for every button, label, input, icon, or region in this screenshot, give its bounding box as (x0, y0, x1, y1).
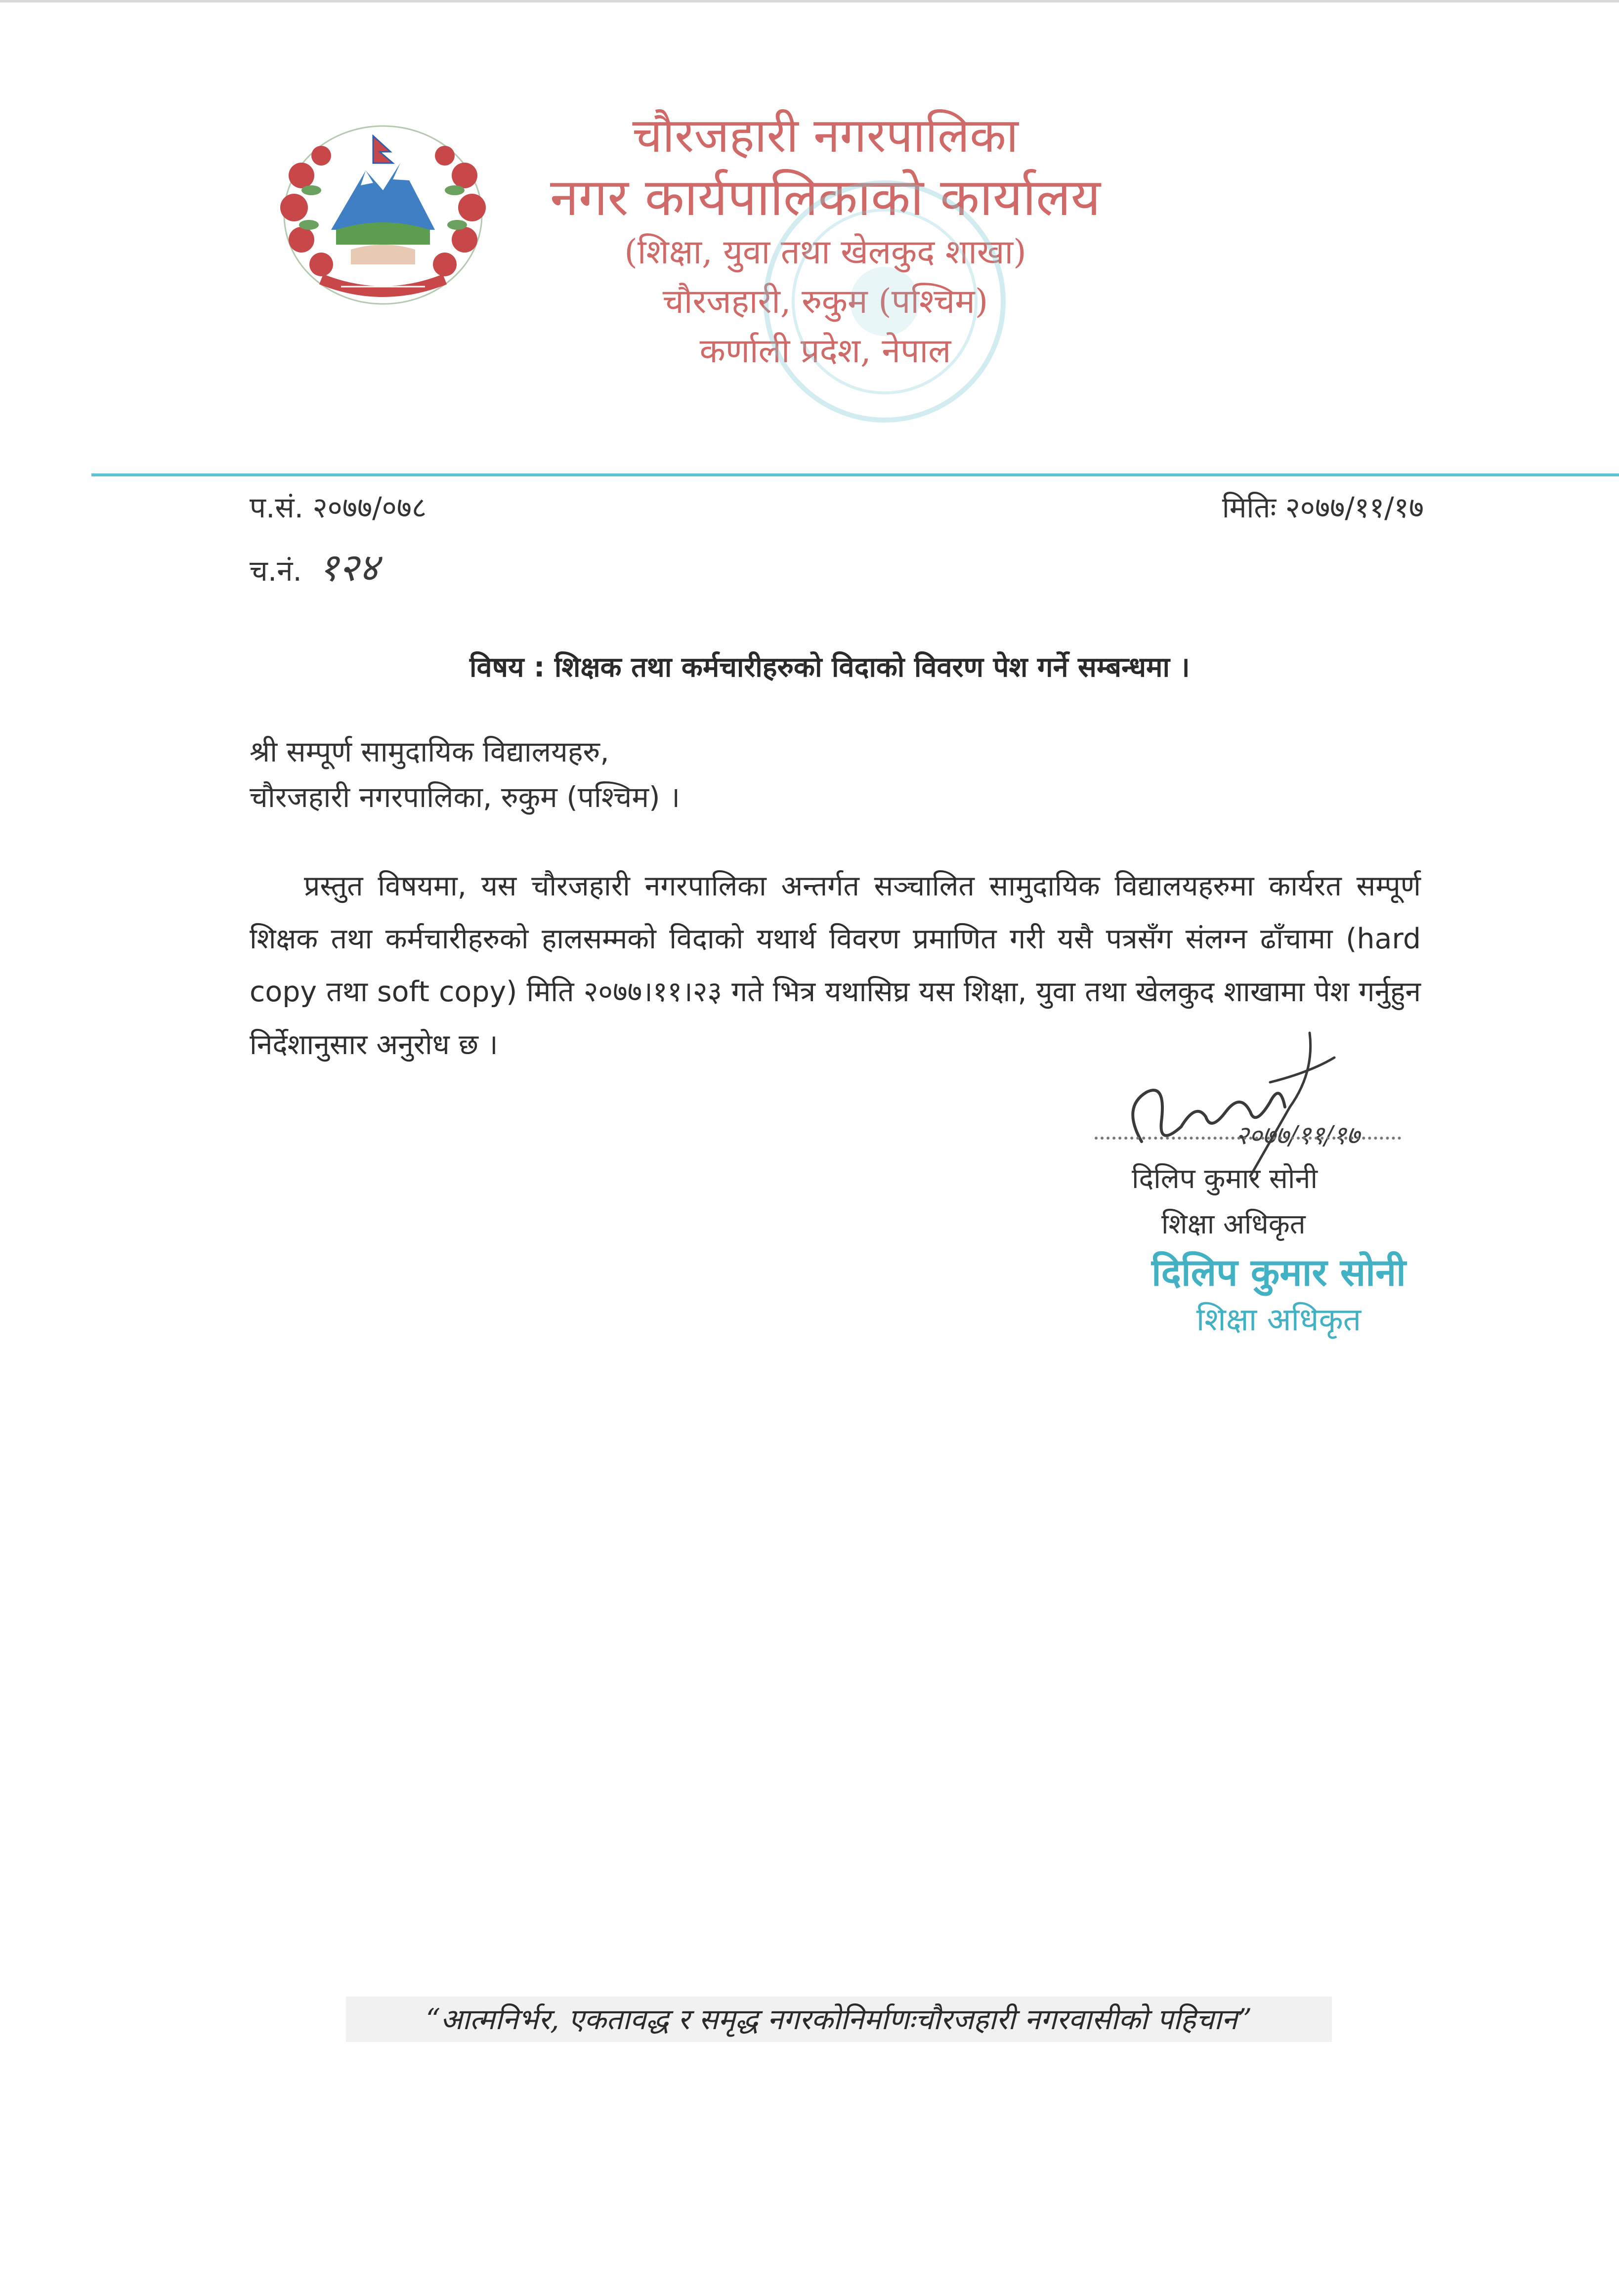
official-stamp (1151, 1248, 1406, 1343)
signature-line (1095, 1137, 1401, 1140)
municipality-name: चौरजहारी नगरपालिका (632, 108, 1019, 163)
nepal-emblem-icon (267, 116, 499, 324)
addressee-line-1: श्री सम्पूर्ण सामुदायिक विद्यालयहरु, (250, 735, 609, 768)
footer-motto: “आत्मनिर्भर, एकतावद्ध र समृद्ध नगरकोनिर्माणःचौरजहारी नगरवासीको पहिचान” (346, 1997, 1332, 2042)
letter-date: मितिः २०७७/११/१७ (1222, 491, 1424, 524)
stamp-name: दिलिप कुमार सोनी (1151, 1250, 1406, 1294)
dispatch-number: १२४ (318, 546, 379, 590)
letter-subject: विषय : शिक्षक तथा कर्मचारीहरुको विदाको विवरण पेश गर्ने सम्बन्धमा । (469, 651, 1190, 683)
signatory (1132, 1156, 1318, 1247)
signature-date: २०७७/११/१७ (1236, 1121, 1360, 1150)
signatory-title: शिक्षा अधिकृत (1161, 1208, 1306, 1240)
section-name: (शिक्षा, युवा तथा खेलकुद शाखा) (624, 233, 1026, 272)
addressee-line-2: चौरजहारी नगरपालिका, रुकुम (पश्चिम) । (250, 780, 681, 814)
ghost-stamp-icon (751, 168, 1018, 435)
letterhead-divider (91, 473, 1619, 476)
province-line: कर्णाली प्रदेश, नेपाल (699, 332, 951, 371)
address-line: चौरजहारी, रुकुम (पश्चिम) (662, 282, 988, 321)
body-text: प्रस्तुत विषयमा, यस चौरजहारी नगरपालिका अन्तर्गत सञ्चालित सामुदायिक विद्यालयहरुमा कार्यरत सम्पूर्ण शिक्षक तथा कर्मचारीहरुको हालसम्मको विदाको यथार्थ विवरण प्रमाणित गरी यसै पत्रसँग संलग्न ढाँचामा (hard copy तथा soft copy) मिति २०७७।११।२३ गते भित्र यथासिघ्र यस शिक्षा, युवा तथा खेलकुद शाखामा पेश गर्नुहुन निर्देशानुसार अनुरोध छ । (250, 870, 1421, 1061)
scan-top-edge (0, 0, 1619, 2)
addressee (250, 729, 680, 820)
stamp-title: शिक्षा अधिकृत (1196, 1302, 1362, 1338)
dispatch-ref (250, 540, 379, 592)
office-name: नगर कार्यपालिकाको कार्यालय (550, 167, 1101, 227)
fiscal-year-ref: प.सं. २०७७/०७८ (250, 491, 427, 524)
signatory-name: दिलिप कुमार सोनी (1132, 1163, 1318, 1195)
dispatch-label: च.नं. (250, 554, 302, 588)
